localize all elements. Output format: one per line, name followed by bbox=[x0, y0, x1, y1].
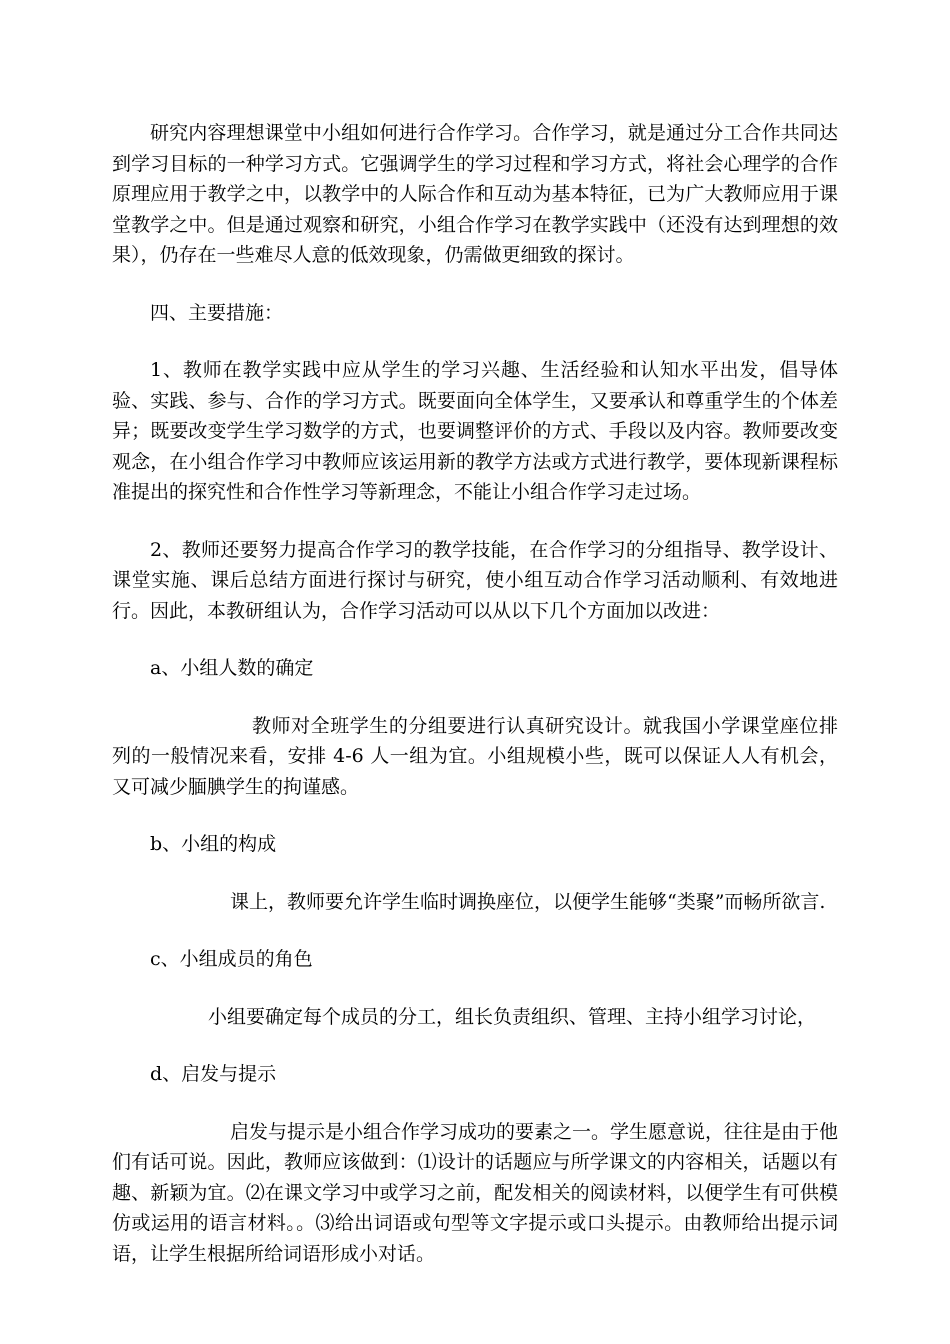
paragraph-d: 启发与提示是小组合作学习成功的要素之一。学生愿意说，往往是由于他们有话可说。因此，教师应该做到：⑴设计的话题应与所学课文的内容相关，话题以有趣、新颖为宜。⑵在课文学习中或学习之前，配发相关的阅读材料，以便学生有可供模仿或运用的语言材料。。⑶给出词语或句型等文字提示或口头提示。由教师给出提示词语，让学生根据所给词语形成小对话。 bbox=[112, 1120, 839, 1265]
subheading-d: d、启发与提示 bbox=[150, 1063, 277, 1085]
section-heading-measures: 四、主要措施： bbox=[150, 301, 284, 324]
subheading-b: b、小组的构成 bbox=[150, 833, 277, 855]
paragraph-research-content: 研究内容理想课堂中小组如何进行合作学习。合作学习，就是通过分工合作共同达到学习目标的一种学习方式。它强调学生的学习过程和学习方式，将社会心理学的合作原理应用于教学之中，以教学中的人际合作和互动为基本特征，已为广大教师应用于课堂教学之中。但是通过观察和研究，小组合作学习在教学实践中（还没有达到理想的效果），仍存在一些难尽人意的低效现象，仍需做更细致的探讨。 bbox=[112, 122, 838, 266]
paragraph-measure-1: 1、教师在教学实践中应从学生的学习兴趣、生活经验和认知水平出发，倡导体验、实践、参与、合作的学习方式。既要面向全体学生，又要承认和尊重学生的个体差异；既要改变学生学习数学的方式，也要调整评价的方式、手段以及内容。教师要改变观念，在小组合作学习中教师应该运用新的教学方法或方式进行教学，要体现新课程标准提出的探究性和合作性学习等新理念，不能让小组合作学习走过场。 bbox=[112, 359, 838, 503]
subheading-a: a、小组人数的确定 bbox=[150, 657, 314, 679]
subheading-c: c、小组成员的角色 bbox=[150, 948, 313, 970]
paragraph-c: 小组要确定每个成员的分工，组长负责组织、管理、主持小组学习讨论， bbox=[208, 1005, 817, 1028]
paragraph-measure-2: 2、教师还要努力提高合作学习的教学技能，在合作学习的分组指导、教学设计、课堂实施、课后总结方面进行探讨与研究，使小组互动合作学习活动顺利、有效地进行。因此，本教研组认为，合作学习活动可以从以下几个方面加以改进： bbox=[112, 538, 838, 622]
paragraph-b: 课上，教师要允许学生临时调换座位，以便学生能够“类聚”而畅所欲言. bbox=[230, 890, 826, 913]
document-body bbox=[112, 118, 838, 1269]
paragraph-a: 教师对全班学生的分组要进行认真研究设计。就我国小学课堂座位排列的一般情况来看，安排 4-6 人一组为宜。小组规模小些，既可以保证人人有机会，又可减少腼腆学生的拘谨感。 bbox=[112, 714, 838, 798]
